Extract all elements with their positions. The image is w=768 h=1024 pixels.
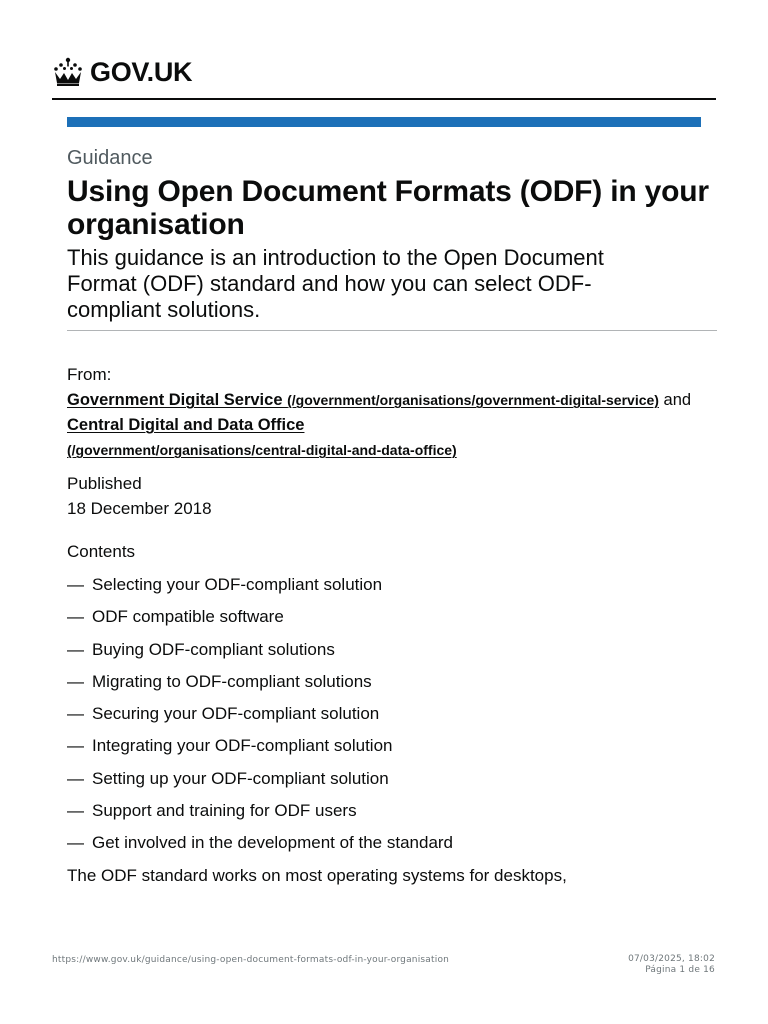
dash-icon: — (67, 575, 84, 594)
dash-icon: — (67, 639, 84, 659)
contents-item (67, 827, 717, 859)
contents-link-software[interactable]: ODF compatible software (92, 607, 284, 627)
published-date: 18 December 2018 (67, 499, 212, 518)
footer-page-number: Página 1 de 16 (645, 965, 715, 975)
dash-icon: — (67, 736, 84, 756)
crown-icon (52, 57, 84, 87)
organisations (67, 388, 717, 463)
dash-icon: — (67, 704, 84, 724)
org-name-gds: Government Digital Service (67, 391, 283, 409)
contents-link-integrating[interactable]: Integrating your ODF-compliant solution (92, 736, 393, 756)
published-label: Published (67, 474, 142, 493)
footer-datetime: 07/03/2025, 18:02 (628, 954, 715, 964)
org-connector: and (663, 391, 692, 409)
site-header (52, 52, 716, 100)
org-link-cddo[interactable] (67, 416, 457, 459)
dash-icon: — (67, 768, 84, 788)
org-url-gds: (/government/organisations/government-digital-service) (287, 392, 659, 408)
dash-icon: — (67, 671, 84, 691)
page-caption: Guidance (67, 147, 153, 169)
contents-item (67, 730, 717, 762)
contents-link-migrating[interactable]: Migrating to ODF-compliant solutions (92, 671, 372, 691)
org-url-cddo: (/government/organisations/central-digital-and-data-office) (67, 442, 457, 458)
body-paragraph: The ODF standard works on most operating systems for desktops, (67, 865, 567, 885)
footer-url: https://www.gov.uk/guidance/using-open-document-formats-odf-in-your-organisation (52, 955, 450, 965)
contents-item (67, 763, 717, 795)
accent-bar (67, 117, 701, 127)
from-label: From: (67, 365, 112, 384)
metadata-section (67, 364, 717, 888)
dash-icon: — (67, 607, 84, 627)
contents-link-buying[interactable]: Buying ODF-compliant solutions (92, 639, 335, 659)
contents-item (67, 601, 717, 633)
contents-item (67, 666, 717, 698)
contents-link-selecting[interactable]: Selecting your ODF-compliant solution (92, 575, 383, 594)
page-title: Using Open Document Formats (ODF) in your organisation (67, 175, 709, 241)
contents-link-setting-up[interactable]: Setting up your ODF-compliant solution (92, 768, 389, 788)
contents-item (67, 634, 717, 666)
page-heading-section (67, 145, 717, 323)
logo-text: GOV.UK (90, 56, 193, 87)
contents-link-support[interactable]: Support and training for ODF users (92, 801, 357, 821)
govuk-logo-link[interactable] (52, 52, 716, 92)
dash-icon: — (67, 833, 84, 853)
page-lead: This guidance is an introduction to the Open Document Format (ODF) standard and how you can select ODF-compliant solutions. (67, 245, 604, 322)
contents-item (67, 698, 717, 730)
section-divider (67, 330, 717, 331)
org-link-gds[interactable] (67, 391, 659, 409)
contents-link-securing[interactable]: Securing your ODF-compliant solution (92, 704, 380, 724)
org-name-cddo: Central Digital and Data Office (67, 416, 305, 434)
contents-link-get-involved[interactable]: Get involved in the development of the standard (92, 833, 454, 853)
contents-item (67, 569, 717, 601)
footer-print-info (628, 954, 715, 976)
contents-item (67, 795, 717, 827)
contents-label: Contents (67, 542, 136, 561)
contents-list (67, 569, 717, 860)
dash-icon: — (67, 801, 84, 821)
